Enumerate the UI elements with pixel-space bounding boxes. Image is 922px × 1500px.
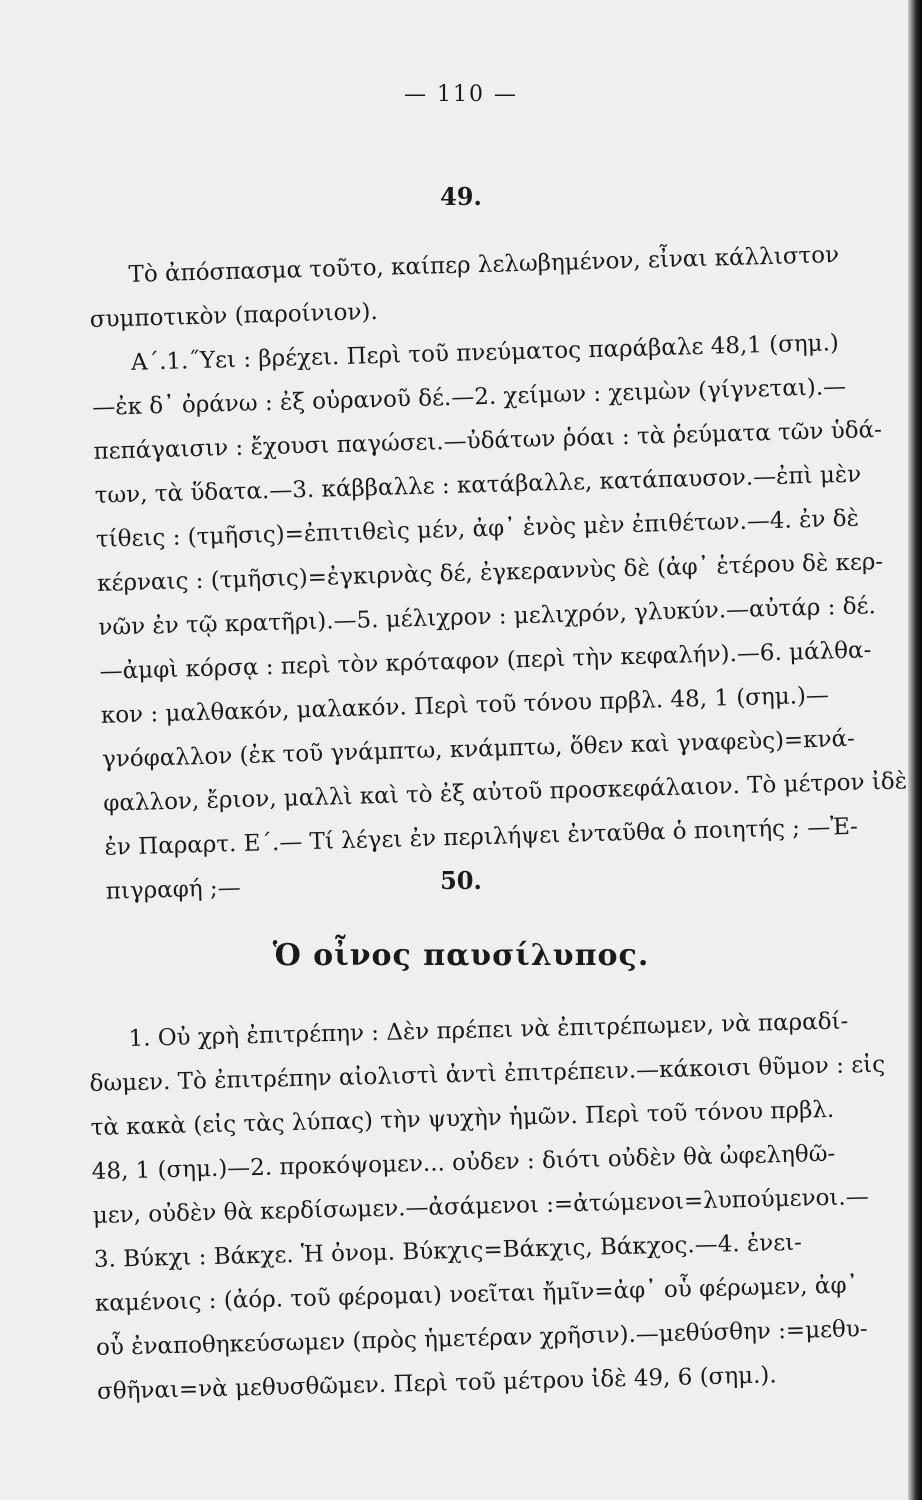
text-line: γνόφαλλον (ἐκ τοῦ γνάμπτω, κνάμπτω, ὅθεν καὶ γναφεὺς)=κνά-	[101, 725, 856, 773]
text-line: 48, 1 (σημ.)—2. προκόψομεν... οὐδεν : διότι οὐδὲν θὰ ὠφεληθῶ-	[91, 1140, 836, 1185]
section-50-title: Ὁ οἶνος παυσίλυπος.	[272, 938, 650, 973]
text-line: κον : μαλθακόν, μαλακόν. Περὶ τοῦ τόνου πρβλ. 48, 1 (σημ.)—	[100, 682, 830, 729]
text-line: φαλλον, ἔριον, μαλλὶ καὶ τὸ ἐξ αὐτοῦ προσκεφάλαιον. Τὸ μέτρον ἰδὲ	[102, 768, 908, 817]
text-line: κέρναις : (τμῆσις)=ἐγκιρνὰς δέ, ἐγκεραννὺς δὲ (ἀφ᾽ ἑτέρου δὲ κερ-	[96, 548, 884, 597]
text-line: 1. Οὐ χρὴ ἐπιτρέπην : Δὲν πρέπει νὰ ἐπιτρέπωμεν, νὰ παραδί-	[128, 1008, 849, 1053]
text-line: τίθεις : (τμῆσις)=ἐπιτιθεὶς μέν, ἀφ᾽ ἑνὸς μὲν ἐπιθέτων.—4. ἐν δὲ	[95, 505, 860, 553]
text-line: ἐν Παραρτ. Ε΄.— Τί λέγει ἐν περιλήψει ἐνταῦθα ὁ ποιητής ; —Ἐ-	[104, 813, 859, 861]
text-line: —ἐκ δ᾽ ὀράνω : ἐξ οὐρανοῦ δέ.—2. χείμων : χειμὼν (γίγνεται).—	[91, 373, 847, 421]
text-line: σθῆναι=νὰ μεθυσθῶμεν. Περὶ τοῦ μέτρου ἰδὲ 49, 6 (σημ.).	[96, 1362, 777, 1405]
text-line: πιγραφή ;—	[105, 874, 242, 905]
section-50-body	[88, 998, 907, 1414]
section-49-number: 49.	[440, 182, 482, 211]
text-line: μεν, οὐδὲν θὰ κερδίσωμεν.—ἀσάμενοι :=ἀτώμενοι=λυπούμενοι.—	[92, 1183, 870, 1229]
text-line: συμποτικὸν (παροίνιον).	[89, 298, 379, 333]
text-line: οὗ ἐναποθηκεύσωμεν (πρὸς ἡμετέραν χρῆσιν).—μεθύσθην :=μεθυ-	[95, 1316, 868, 1361]
text-line: των, τὰ ὕδατα.—3. κάββαλλε : κατάβαλλε, κατάπαυσον.—ἐπὶ μὲν	[94, 461, 862, 509]
text-line: πεπάγαισιν : ἔχουσι παγώσει.—ὐδάτων ῥόαι : τὰ ῥεύματα τῶν ὑδά-	[93, 416, 883, 465]
text-line: Τὸ ἀπόσπασμα τοῦτο, καίπερ λελωβημένον, εἶναι κάλλιστον	[128, 242, 840, 288]
text-line: Α΄.1.˝Yει : βρέχει. Περὶ τοῦ πνεύματος παράβαλε 48,1 (σημ.)	[130, 330, 840, 376]
page-number: — 110 —	[404, 82, 518, 107]
section-50-number: 50.	[440, 866, 482, 895]
text-line: νῶν ἐν τῷ κρατῆρι).—5. μέλιχρον : μελιχρόν, γλυκύν.—αὐτάρ : δέ.	[98, 593, 877, 641]
text-line: —ἀμφὶ κόρσᾳ : περὶ τὸν κρόταφον (περὶ τὴν κεφαλήν).—6. μάλθα-	[99, 637, 872, 685]
text-line: 3. Βύκχι : Βάκχε. Ἡ ὀνομ. Βύκχις=Βάκχις, Βάκχος.—4. ἐνει-	[93, 1229, 803, 1273]
text-line: καμένοις : (ἀόρ. τοῦ φέρομαι) νοεῖται ἤμῖν=ἀφ᾽ οὗ φέρωμεν, ἀφ᾽	[94, 1272, 859, 1317]
text-line: δωμεν. Τὸ ἐπιτρέπην αἰολιστὶ ἀντὶ ἐπιτρέπειν.—κάκοισι θῦμον : εἰς	[89, 1051, 886, 1097]
section-49-body	[88, 231, 916, 913]
text-line: τὰ κακὰ (εἰς τὰς λύπας) τὴν ψυχὴν ἡμῶν. Περὶ τοῦ τόνου πρβλ.	[90, 1096, 835, 1141]
